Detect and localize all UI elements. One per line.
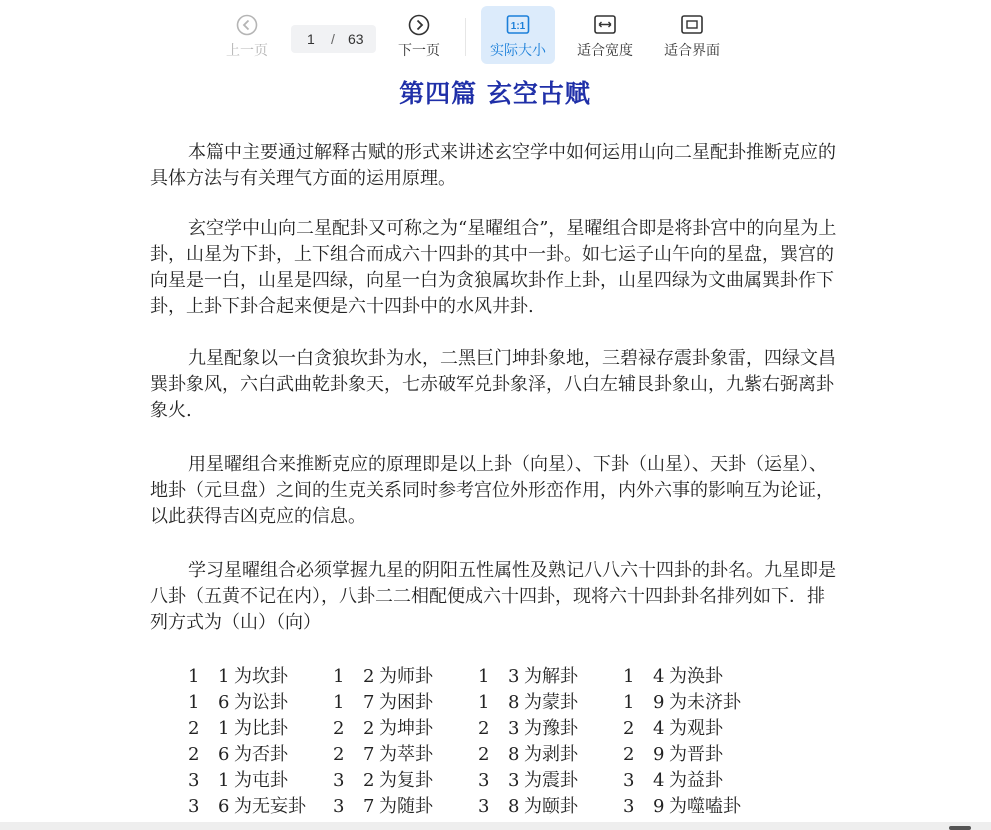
facing-star: 9 bbox=[653, 796, 665, 817]
horizontal-scrollbar[interactable] bbox=[0, 822, 991, 830]
prev-page-label: 上一页 bbox=[226, 42, 268, 58]
mountain-star: 2 bbox=[188, 718, 200, 739]
facing-star: 6 bbox=[218, 796, 230, 817]
hexagram-name: 为坤卦 bbox=[379, 718, 433, 739]
facing-star: 2 bbox=[363, 770, 375, 791]
mountain-star: 3 bbox=[478, 796, 490, 817]
fit-page-label: 适合界面 bbox=[664, 42, 720, 58]
mountain-star: 1 bbox=[333, 666, 345, 687]
fit-width-label: 适合宽度 bbox=[577, 42, 633, 58]
hexagram-name: 为剥卦 bbox=[524, 744, 578, 765]
chevron-right-circle-icon bbox=[408, 14, 430, 36]
mountain-star: 3 bbox=[188, 770, 200, 791]
facing-star: 4 bbox=[653, 770, 665, 791]
fit-page-button[interactable] bbox=[655, 6, 729, 64]
facing-star: 8 bbox=[508, 692, 520, 713]
mountain-star: 3 bbox=[188, 796, 200, 817]
mountain-star: 1 bbox=[478, 692, 490, 713]
facing-star: 7 bbox=[363, 796, 375, 817]
mountain-star: 2 bbox=[478, 744, 490, 765]
hexagram-name: 为坎卦 bbox=[234, 666, 288, 687]
mountain-star: 1 bbox=[188, 666, 200, 687]
mountain-star: 2 bbox=[188, 744, 200, 765]
hexagram-name: 为豫卦 bbox=[524, 718, 578, 739]
hexagram-name: 为萃卦 bbox=[379, 744, 433, 765]
hexagram-name: 为涣卦 bbox=[669, 666, 723, 687]
facing-star: 7 bbox=[363, 692, 375, 713]
paragraph-1: 本篇中主要通过解释古赋的形式来讲述玄空学中如何运用山向二星配卦推断克应的具体方法与有关理气方面的运用原理。 bbox=[150, 142, 836, 189]
mountain-star: 1 bbox=[478, 666, 490, 687]
mountain-star: 3 bbox=[333, 796, 345, 817]
fit-width-icon bbox=[593, 14, 617, 36]
facing-star: 6 bbox=[218, 744, 230, 765]
hexagram-name: 为益卦 bbox=[669, 770, 723, 791]
facing-star: 8 bbox=[508, 796, 520, 817]
scrollbar-thumb[interactable] bbox=[949, 826, 971, 830]
chevron-left-circle-icon bbox=[236, 14, 258, 36]
hexagram-name: 为否卦 bbox=[234, 744, 288, 765]
mountain-star: 3 bbox=[623, 770, 635, 791]
total-pages: 63 bbox=[348, 31, 364, 47]
paragraph-2: 玄空学中山向二星配卦又可称之为“星曜组合”，星曜组合即是将卦宫中的向星为上卦，山星为下卦，上下组合而成六十四卦的其中一卦。如七运子山午向的星盘，巽宫的向星是一白，山星是四绿，向星一白为贪狼属坎卦作上卦，山星四绿为文曲属巽卦作下卦，上卦下卦合起来便是六十四卦中的水风井卦. bbox=[150, 218, 837, 317]
facing-star: 4 bbox=[653, 718, 665, 739]
facing-star: 8 bbox=[508, 744, 520, 765]
facing-star: 6 bbox=[218, 692, 230, 713]
hexagram-name: 为随卦 bbox=[379, 796, 433, 817]
actual-size-button[interactable] bbox=[481, 6, 555, 64]
hexagram-name: 为未济卦 bbox=[669, 692, 741, 713]
mountain-star: 1 bbox=[623, 666, 635, 687]
facing-star: 1 bbox=[218, 718, 230, 739]
hexagram-name: 为比卦 bbox=[234, 718, 288, 739]
document-page bbox=[0, 70, 965, 830]
paragraph-4: 用星曜组合来推断克应的原理即是以上卦（向星）、下卦（山星）、天卦（运星）、地卦（元旦盘）之间的生克关系同时参考宫位外形峦作用，内外六事的影响互为论证，以此获得吉凶克应的信息。 bbox=[150, 454, 834, 527]
current-page-input[interactable]: 1 bbox=[307, 31, 315, 47]
hexagram-name: 为师卦 bbox=[379, 666, 433, 687]
hexagram-name: 为解卦 bbox=[524, 666, 578, 687]
mountain-star: 2 bbox=[333, 718, 345, 739]
prev-page-button[interactable] bbox=[210, 6, 284, 64]
facing-star: 4 bbox=[653, 666, 665, 687]
mountain-star: 1 bbox=[188, 692, 200, 713]
hexagram-name: 为噬嗑卦 bbox=[669, 796, 741, 817]
mountain-star: 2 bbox=[478, 718, 490, 739]
fit-width-button[interactable] bbox=[568, 6, 642, 64]
next-page-button[interactable] bbox=[382, 6, 456, 64]
mountain-star: 2 bbox=[623, 744, 635, 765]
hexagram-name: 为困卦 bbox=[379, 692, 433, 713]
hexagram-name: 为屯卦 bbox=[234, 770, 288, 791]
hexagram-name: 为颐卦 bbox=[524, 796, 578, 817]
paragraph-5: 学习星曜组合必须掌握九星的阴阳五性属性及熟记八八六十四卦的卦名。九星即是八卦（五黄不记在内），八卦二二相配便成六十四卦，现将六十四卦卦名排列如下．排列方式为（山）（向） bbox=[150, 560, 836, 633]
paragraph-3: 九星配象以一白贪狼坎卦为水，二黑巨门坤卦象地，三碧禄存震卦象雷，四绿文昌巽卦象风，六白武曲乾卦象天，七赤破军兑卦象泽，八白左辅艮卦象山，九紫右弼离卦象火. bbox=[150, 348, 836, 421]
mountain-star: 3 bbox=[333, 770, 345, 791]
fit-page-icon bbox=[680, 14, 704, 36]
facing-star: 1 bbox=[218, 666, 230, 687]
page-separator: / bbox=[331, 31, 335, 47]
mountain-star: 2 bbox=[333, 744, 345, 765]
viewer-toolbar bbox=[0, 0, 991, 70]
mountain-star: 3 bbox=[478, 770, 490, 791]
mountain-star: 1 bbox=[333, 692, 345, 713]
hexagram-name: 为震卦 bbox=[524, 770, 578, 791]
facing-star: 2 bbox=[363, 666, 375, 687]
facing-star: 9 bbox=[653, 692, 665, 713]
facing-star: 7 bbox=[363, 744, 375, 765]
actual-size-icon bbox=[506, 14, 530, 36]
facing-star: 2 bbox=[363, 718, 375, 739]
mountain-star: 1 bbox=[623, 692, 635, 713]
page-title: 第四篇 玄空古赋 bbox=[399, 79, 591, 108]
next-page-label: 下一页 bbox=[398, 42, 440, 58]
hexagram-name: 为蒙卦 bbox=[524, 692, 578, 713]
vertical-scrollbar[interactable] bbox=[965, 70, 991, 830]
hexagram-name: 为复卦 bbox=[379, 770, 433, 791]
hexagram-name: 为讼卦 bbox=[234, 692, 288, 713]
actual-size-label: 实际大小 bbox=[490, 42, 546, 58]
facing-star: 9 bbox=[653, 744, 665, 765]
page-indicator bbox=[291, 25, 376, 53]
facing-star: 3 bbox=[508, 718, 520, 739]
toolbar-divider bbox=[465, 18, 466, 56]
hexagram-name: 为无妄卦 bbox=[234, 796, 306, 817]
svg-text:1:1: 1:1 bbox=[510, 21, 526, 32]
facing-star: 3 bbox=[508, 666, 520, 687]
mountain-star: 3 bbox=[623, 796, 635, 817]
hexagram-name: 为观卦 bbox=[669, 718, 723, 739]
facing-star: 3 bbox=[508, 770, 520, 791]
mountain-star: 2 bbox=[623, 718, 635, 739]
facing-star: 1 bbox=[218, 770, 230, 791]
hexagram-name: 为晋卦 bbox=[669, 744, 723, 765]
